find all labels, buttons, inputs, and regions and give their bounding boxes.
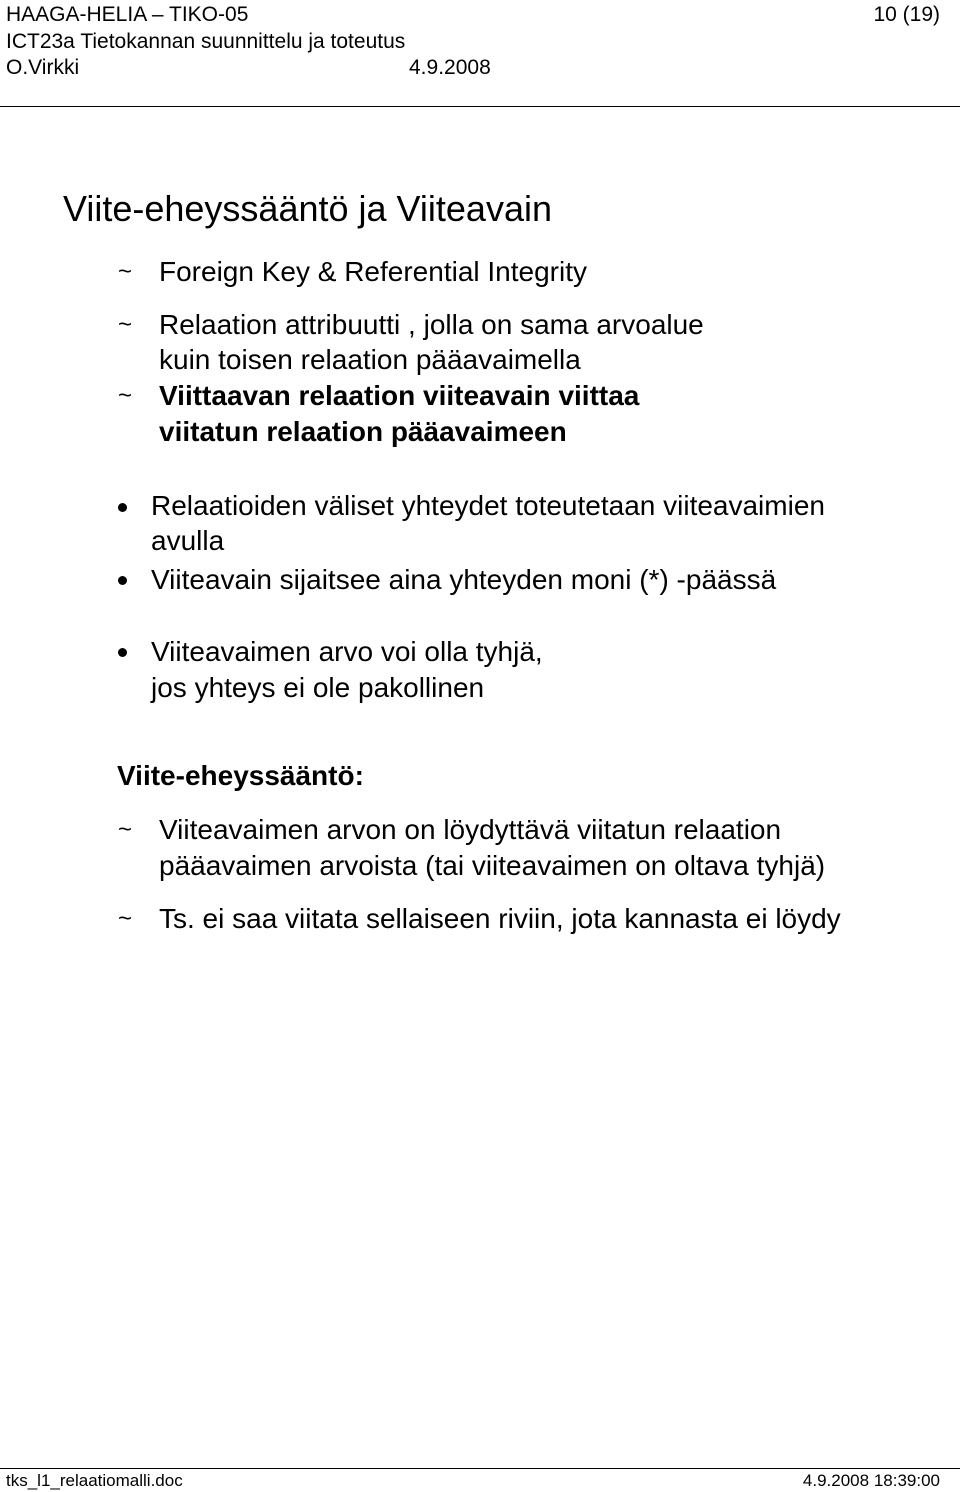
header-course-name: ICT23a Tietokannan suunnittelu ja toteutus (6, 30, 406, 53)
bullet-dot (118, 648, 127, 657)
page-title: Viite-eheyssääntö ja Viiteavain (63, 188, 552, 229)
tilde-marker: ~ (118, 816, 133, 843)
rule-item-text: pääavaimen arvoista (tai viiteavaimen on oltava tyhjä) (159, 850, 826, 881)
tilde-marker: ~ (118, 905, 133, 932)
bullet-item-text: avulla (151, 525, 225, 556)
footer-filename: tks_l1_relaatiomalli.doc (6, 1471, 183, 1490)
header-author: O.Virkki (6, 56, 80, 79)
bullet-item-text: Viiteavaimen arvo voi olla tyhjä, (151, 636, 543, 667)
rule-item-text: Ts. ei saa viitata sellaiseen riviin, jota kannasta ei löydy (159, 903, 841, 934)
tilde-item-text: kuin toisen relaation pääavaimella (159, 344, 581, 375)
bullet-item-text: Relaatioiden väliset yhteydet toteutetaan viiteavaimien (151, 490, 825, 521)
tilde-item-text: Viittaavan relaation viiteavain viittaa (159, 380, 640, 411)
tilde-marker: ~ (118, 258, 133, 285)
bullet-item-text: jos yhteys ei ole pakollinen (151, 672, 485, 703)
tilde-item-text: viitatun relaation pääavaimeen (159, 416, 567, 447)
header-page-number: 10 (19) (873, 3, 940, 26)
tilde-item-text: Relaation attribuutti , jolla on sama arvoalue (159, 309, 704, 340)
header-date: 4.9.2008 (409, 56, 491, 79)
tilde-marker: ~ (118, 382, 133, 409)
section-heading: Viite-eheyssääntö: (117, 760, 364, 791)
footer-divider (0, 1468, 960, 1469)
rule-item-text: Viiteavaimen arvon on löydyttävä viitatun relaation (159, 814, 782, 845)
bullet-dot (118, 576, 127, 585)
footer-timestamp: 4.9.2008 18:39:00 (802, 1471, 940, 1490)
tilde-marker: ~ (118, 311, 133, 338)
header-divider (0, 106, 960, 107)
bullet-item-text: Viiteavain sijaitsee aina yhteyden moni (*) -päässä (151, 564, 777, 595)
header-course-code: HAAGA-HELIA – TIKO-05 (6, 3, 249, 26)
tilde-item-text: Foreign Key & Referential Integrity (159, 256, 587, 287)
bullet-dot (118, 503, 127, 512)
